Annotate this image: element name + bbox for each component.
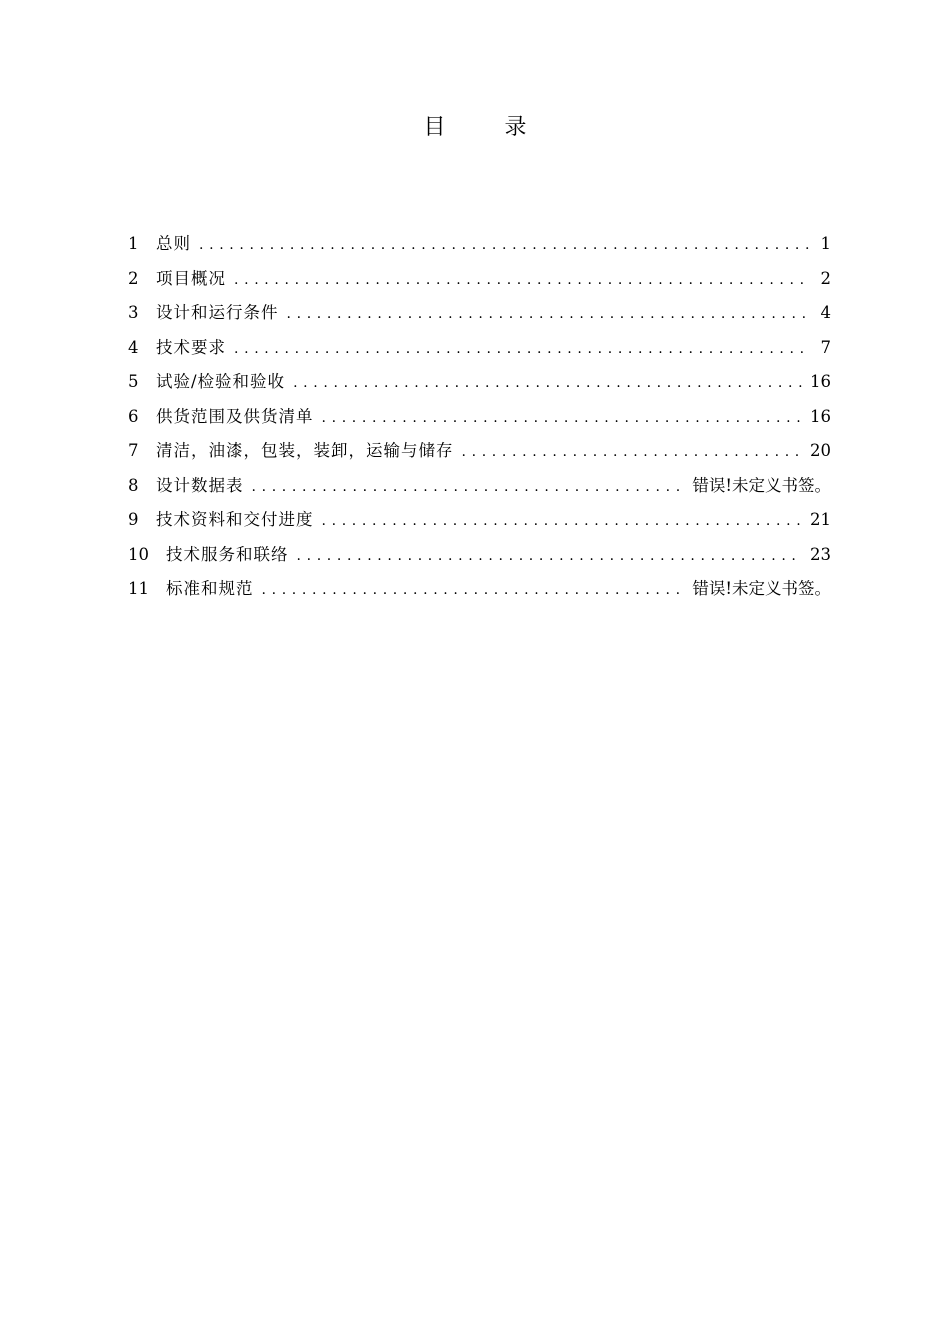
toc-entry-title: 技术服务和联络	[166, 544, 289, 564]
toc-entry-title: 设计数据表	[156, 475, 244, 495]
toc-entry[interactable]	[128, 575, 831, 610]
toc-entry-number: 6	[128, 406, 139, 426]
toc-entry[interactable]	[128, 403, 831, 438]
toc-entry-number: 1	[128, 234, 139, 253]
toc-entry-page: 错误!未定义书签。	[692, 579, 831, 598]
toc-entry-number: 10	[128, 544, 149, 564]
toc-entry-page: 1	[820, 234, 831, 253]
toc-entry-page: 错误!未定义书签。	[692, 475, 831, 495]
toc-entry-title: 试验/检验和验收	[156, 372, 286, 391]
toc-entry-page: 7	[820, 337, 831, 357]
page-title: 目 录	[423, 115, 553, 140]
toc-entry[interactable]	[128, 368, 831, 403]
dot-leader	[234, 266, 809, 294]
toc-entry-number: 11	[128, 579, 149, 598]
toc-entry-page: 16	[810, 372, 831, 391]
toc-entry[interactable]	[128, 541, 831, 576]
dot-leader	[252, 473, 685, 501]
toc-entry-page: 2	[820, 268, 831, 288]
toc-entry-title: 技术要求	[156, 337, 226, 357]
toc-entry[interactable]	[128, 472, 831, 507]
toc-entry-number: 4	[128, 337, 139, 357]
toc-entry[interactable]	[128, 506, 831, 541]
toc-entry-page: 21	[810, 510, 831, 529]
toc-entry-title: 供货范围及供货清单	[156, 406, 314, 426]
toc-entry-number: 3	[128, 303, 139, 322]
toc-entry-title: 标准和规范	[166, 579, 254, 598]
toc-entry-number: 2	[128, 268, 139, 288]
toc-entry[interactable]	[128, 265, 831, 300]
toc-entry-page: 20	[810, 441, 831, 460]
dot-leader	[322, 404, 803, 432]
dot-leader	[293, 369, 802, 397]
dot-leader	[462, 438, 803, 466]
toc-entry-title: 清洁，油漆，包装，装卸，运输与储存	[156, 441, 454, 460]
toc-entry[interactable]	[128, 230, 831, 265]
dot-leader	[234, 335, 809, 363]
dot-leader	[297, 542, 803, 570]
toc-entry-number: 7	[128, 441, 139, 460]
toc-entry-number: 5	[128, 372, 139, 391]
dot-leader	[322, 507, 803, 535]
toc-entry-title: 项目概况	[156, 268, 226, 288]
toc-entry-page: 23	[810, 544, 831, 564]
toc-entry[interactable]	[128, 334, 831, 369]
dot-leader	[287, 300, 810, 328]
toc-entry-title: 技术资料和交付进度	[156, 510, 314, 529]
toc-entry-page: 4	[820, 303, 831, 322]
toc-entry-number: 9	[128, 510, 139, 529]
dot-leader	[262, 576, 685, 604]
toc-entry-page: 16	[810, 406, 831, 426]
toc-entry[interactable]	[128, 299, 831, 334]
toc-entry[interactable]	[128, 437, 831, 472]
dot-leader	[199, 231, 809, 259]
table-of-contents	[128, 230, 831, 610]
toc-entry-number: 8	[128, 475, 139, 495]
toc-entry-title: 设计和运行条件	[156, 303, 279, 322]
toc-entry-title: 总则	[156, 234, 191, 253]
